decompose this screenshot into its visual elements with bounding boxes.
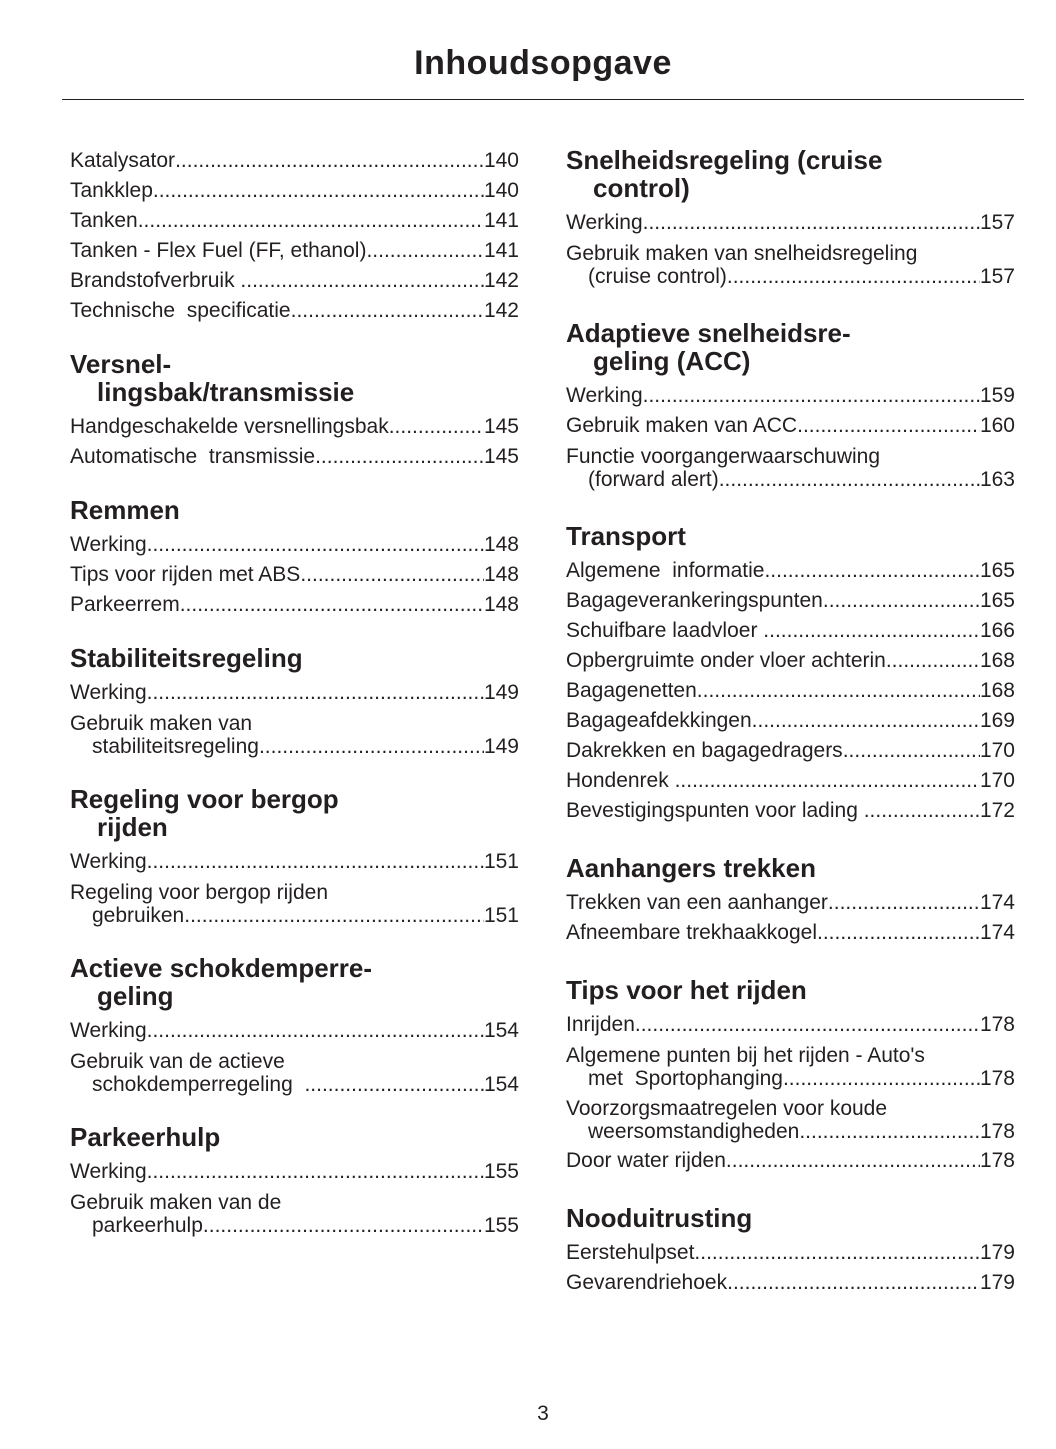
dot-leader xyxy=(727,1268,980,1298)
toc-entry-page: 179 xyxy=(979,1271,1015,1294)
toc-entry[interactable] xyxy=(566,208,1015,238)
toc-entry-label: Afneembare trekhaakkogel xyxy=(566,921,817,944)
toc-entry-page: 151 xyxy=(483,850,519,873)
dot-leader xyxy=(635,1010,980,1040)
toc-entry[interactable] xyxy=(566,1093,1015,1146)
toc-entry-label: Algemene informatie xyxy=(566,559,765,582)
toc-entry-page: 166 xyxy=(979,619,1015,642)
dot-leader xyxy=(797,411,980,441)
dot-leader xyxy=(175,146,484,176)
toc-entry[interactable] xyxy=(566,381,1015,411)
toc-entry-label: Werking xyxy=(70,1019,147,1042)
toc-entry[interactable] xyxy=(566,1040,1015,1093)
toc-entry-label: Gevarendriehoek xyxy=(566,1271,728,1294)
toc-entry-label: Tanken xyxy=(70,209,138,232)
toc-entry-page: 151 xyxy=(483,904,519,927)
toc-entry-page: 145 xyxy=(483,415,519,438)
toc-entry-page: 168 xyxy=(979,649,1015,672)
toc-entry-page: 170 xyxy=(979,739,1015,762)
section-heading: Parkeerhulp xyxy=(70,1122,221,1152)
toc-entry-label: (forward alert) xyxy=(588,468,719,491)
section-heading-line: geling xyxy=(97,981,174,1011)
section-heading-line: Regeling voor bergop xyxy=(70,784,339,814)
dot-leader xyxy=(886,646,980,676)
toc-entry-label-line1: Gebruik van de actieve xyxy=(70,1050,285,1073)
toc-entry-page: 149 xyxy=(483,681,519,704)
toc-section xyxy=(70,644,519,761)
dot-leader xyxy=(147,678,484,708)
dot-leader xyxy=(315,442,484,472)
toc-entry-label: Inrijden xyxy=(566,1013,635,1036)
toc-entry-page: 148 xyxy=(483,593,519,616)
toc-entry[interactable] xyxy=(70,708,519,761)
dot-leader xyxy=(719,468,980,491)
toc-entry[interactable] xyxy=(566,706,1015,736)
toc-entry[interactable] xyxy=(70,206,519,236)
toc-entry-label: stabiliteitsregeling xyxy=(92,735,259,758)
toc-entry-page: 170 xyxy=(979,769,1015,792)
toc-entry-label: Bagageafdekkingen xyxy=(566,709,752,732)
toc-entry[interactable] xyxy=(70,412,519,442)
toc-entry-page: 157 xyxy=(979,265,1015,288)
toc-entry-label: weersomstandigheden xyxy=(588,1120,800,1143)
section-heading-line: Actieve schokdemperre- xyxy=(70,953,373,983)
section-heading xyxy=(70,350,519,406)
dot-leader xyxy=(783,1067,980,1090)
toc-entry-label: Eerstehulpset xyxy=(566,1241,695,1264)
toc-entry[interactable] xyxy=(566,616,1015,646)
section-heading-line: control) xyxy=(593,173,690,203)
toc-entry-page: 178 xyxy=(979,1120,1015,1143)
toc-entry-label: Werking xyxy=(70,681,147,704)
section-heading xyxy=(566,319,1015,375)
section-heading-line: lingsbak/transmissie xyxy=(97,377,355,407)
toc-entry-page: 154 xyxy=(483,1073,519,1096)
toc-entry-page: 178 xyxy=(979,1149,1015,1172)
toc-entry-page: 141 xyxy=(483,239,519,262)
dot-leader xyxy=(138,206,484,236)
toc-entry-label: Bagageverankeringspunten xyxy=(566,589,823,612)
toc-entry[interactable] xyxy=(70,590,519,620)
toc-entry[interactable] xyxy=(566,796,1015,826)
dot-leader xyxy=(694,1238,980,1268)
toc-entry-label: Trekken van een aanhanger xyxy=(566,891,828,914)
dot-leader xyxy=(764,556,980,586)
dot-leader xyxy=(291,296,484,326)
toc-entry-page: 149 xyxy=(483,735,519,758)
dot-leader xyxy=(763,616,980,646)
toc-entry[interactable] xyxy=(566,736,1015,766)
section-heading: Stabiliteitsregeling xyxy=(70,643,303,673)
toc-entry-label: Automatische transmissie xyxy=(70,445,316,468)
toc-entry-label: Parkeerrem xyxy=(70,593,180,616)
toc-section xyxy=(566,522,1015,826)
toc-section xyxy=(566,854,1015,948)
section-heading: Tips voor het rijden xyxy=(566,975,807,1005)
section-heading-line: Versnel- xyxy=(70,349,172,379)
toc-entry[interactable] xyxy=(566,586,1015,616)
toc-entry[interactable] xyxy=(566,411,1015,441)
toc-entry-page: 172 xyxy=(979,799,1015,822)
toc-section xyxy=(566,146,1015,291)
toc-section xyxy=(70,785,519,930)
toc-entry[interactable] xyxy=(70,847,519,877)
toc-entry-label: Tankklep xyxy=(70,179,153,202)
dot-leader xyxy=(752,706,980,736)
toc-entry-page: 148 xyxy=(483,533,519,556)
toc-entry-page: 165 xyxy=(979,559,1015,582)
toc-entry-page: 169 xyxy=(979,709,1015,732)
section-heading: Transport xyxy=(566,521,686,551)
section-heading: Aanhangers trekken xyxy=(566,853,816,883)
dot-leader xyxy=(643,208,980,238)
dot-leader xyxy=(203,1214,484,1237)
dot-leader xyxy=(864,796,980,826)
dot-leader xyxy=(799,1120,980,1143)
dot-leader xyxy=(843,736,980,766)
toc-entry[interactable] xyxy=(566,918,1015,948)
dot-leader xyxy=(643,381,980,411)
toc-entry-page: 148 xyxy=(483,563,519,586)
dot-leader xyxy=(389,412,484,442)
toc-entry-page: 141 xyxy=(483,209,519,232)
dot-leader xyxy=(147,530,484,560)
toc-entry-label: Door water rijden xyxy=(566,1149,726,1172)
toc-entry-page: 174 xyxy=(979,891,1015,914)
section-heading-line: Adaptieve snelheidsre- xyxy=(566,318,851,348)
toc-entry[interactable] xyxy=(566,556,1015,586)
dot-leader xyxy=(726,1146,980,1176)
toc-entry-label: Katalysator xyxy=(70,149,176,172)
toc-entry-label: schokdemperregeling xyxy=(92,1073,305,1096)
dot-leader xyxy=(180,590,484,620)
toc-entry-label: Tanken - Flex Fuel (FF, ethanol) xyxy=(70,239,367,262)
section-heading xyxy=(70,785,519,841)
dot-leader xyxy=(697,676,980,706)
toc-entry[interactable] xyxy=(70,296,519,326)
toc-entry[interactable] xyxy=(70,1157,519,1187)
toc-entry-label-line1: Gebruik maken van de xyxy=(70,1191,282,1214)
toc-entry-label: Tips voor rijden met ABS xyxy=(70,563,301,586)
toc-entry-label: Werking xyxy=(70,533,147,556)
toc-section xyxy=(566,1204,1015,1298)
toc-entry-page: 178 xyxy=(979,1013,1015,1036)
toc-section xyxy=(566,319,1015,494)
toc-entry-page: 179 xyxy=(979,1241,1015,1264)
toc-entry-label: Gebruik maken van ACC xyxy=(566,414,798,437)
toc-section xyxy=(70,954,519,1099)
section-heading-line: geling (ACC) xyxy=(593,346,751,376)
toc-entry-label-line1: Gebruik maken van xyxy=(70,712,253,735)
toc-entry-label: Dakrekken en bagagedragers xyxy=(566,739,843,762)
toc-entry[interactable] xyxy=(566,888,1015,918)
toc-column-right xyxy=(566,146,1015,1326)
toc-entry[interactable] xyxy=(566,1146,1015,1176)
toc-entry-label: Werking xyxy=(70,1160,147,1183)
toc-entry-label: Brandstofverbruik xyxy=(70,269,241,292)
toc-entry[interactable] xyxy=(566,766,1015,796)
dot-leader xyxy=(304,1073,484,1096)
dot-leader xyxy=(184,904,484,927)
toc-entry-page: 140 xyxy=(483,179,519,202)
toc-entry-label: parkeerhulp xyxy=(92,1214,203,1237)
toc-entry-label-line1: Gebruik maken van snelheidsregeling xyxy=(566,242,918,265)
toc-entry-label-line1: Regeling voor bergop rijden xyxy=(70,881,328,904)
toc-entry-page: 140 xyxy=(483,149,519,172)
toc-entry[interactable] xyxy=(70,678,519,708)
toc-entry-label: Werking xyxy=(566,211,643,234)
toc-entry[interactable] xyxy=(70,1016,519,1046)
toc-entry-label: Bevestigingspunten voor lading xyxy=(566,799,864,822)
toc-entry-page: 165 xyxy=(979,589,1015,612)
toc-entry[interactable] xyxy=(70,1187,519,1240)
toc-entry-label: met Sportophanging xyxy=(588,1067,783,1090)
toc-entry[interactable] xyxy=(70,877,519,930)
toc-section xyxy=(70,146,519,326)
toc-entry-label: Technische specificatie xyxy=(70,299,291,322)
toc-entry[interactable] xyxy=(566,441,1015,494)
page-number: 3 xyxy=(537,1402,549,1425)
toc-entry-page: 154 xyxy=(483,1019,519,1042)
toc-entry-page: 159 xyxy=(979,384,1015,407)
toc-entry-page: 142 xyxy=(483,299,519,322)
dot-leader xyxy=(147,847,484,877)
toc-entry[interactable] xyxy=(566,238,1015,291)
toc-entry[interactable] xyxy=(566,1010,1015,1040)
dot-leader xyxy=(366,236,484,266)
toc-entry-page: 160 xyxy=(979,414,1015,437)
toc-column-left xyxy=(70,146,519,1264)
toc-section xyxy=(70,1123,519,1240)
toc-entry[interactable] xyxy=(70,176,519,206)
toc-entry[interactable] xyxy=(70,146,519,176)
toc-entry-page: 145 xyxy=(483,445,519,468)
section-heading xyxy=(566,146,1015,202)
toc-entry-label: Opbergruimte onder vloer achterin xyxy=(566,649,886,672)
toc-section xyxy=(70,350,519,472)
toc-entry-label: gebruiken xyxy=(92,904,185,927)
toc-entry-label: Hondenrek xyxy=(566,769,675,792)
toc-entry-label: Werking xyxy=(566,384,643,407)
toc-entry[interactable] xyxy=(70,530,519,560)
dot-leader xyxy=(828,888,980,918)
section-heading: Remmen xyxy=(70,495,180,525)
toc-entry-page: 155 xyxy=(483,1214,519,1237)
dot-leader xyxy=(817,918,980,948)
toc-entry-label: Schuifbare laadvloer xyxy=(566,619,764,642)
dot-leader xyxy=(823,586,980,616)
toc-entry[interactable] xyxy=(566,646,1015,676)
title-divider xyxy=(62,99,1024,100)
section-heading xyxy=(70,954,519,1010)
toc-entry-label: Bagagenetten xyxy=(566,679,697,702)
toc-entry-page: 142 xyxy=(483,269,519,292)
dot-leader xyxy=(259,735,484,758)
page-title: Inhoudsopgave xyxy=(414,44,672,82)
toc-entry[interactable] xyxy=(566,1238,1015,1268)
section-heading-line: Snelheidsregeling (cruise xyxy=(566,145,883,175)
toc-entry[interactable] xyxy=(566,676,1015,706)
toc-entry-label: (cruise control) xyxy=(588,265,727,288)
toc-entry-page: 163 xyxy=(979,468,1015,491)
dot-leader xyxy=(727,265,980,288)
toc-entry[interactable] xyxy=(566,1268,1015,1298)
dot-leader xyxy=(147,1016,484,1046)
section-heading: Nooduitrusting xyxy=(566,1203,753,1233)
toc-entry-page: 155 xyxy=(483,1160,519,1183)
section-heading-line: rijden xyxy=(97,812,168,842)
toc-entry[interactable] xyxy=(70,266,519,296)
toc-entry-label-line1: Algemene punten bij het rijden - Auto's xyxy=(566,1044,925,1067)
toc-entry-label: Werking xyxy=(70,850,147,873)
toc-entry-page: 168 xyxy=(979,679,1015,702)
dot-leader xyxy=(300,560,484,590)
dot-leader xyxy=(675,766,980,796)
toc-entry[interactable] xyxy=(70,560,519,590)
toc-entry-label-line1: Voorzorgsmaatregelen voor koude xyxy=(566,1097,888,1120)
toc-entry-page: 157 xyxy=(979,211,1015,234)
dot-leader xyxy=(147,1157,484,1187)
toc-entry[interactable] xyxy=(70,1046,519,1099)
toc-entry[interactable] xyxy=(70,236,519,266)
dot-leader xyxy=(153,176,484,206)
toc-entry-label: Handgeschakelde versnellingsbak xyxy=(70,415,389,438)
toc-entry[interactable] xyxy=(70,442,519,472)
toc-section xyxy=(70,496,519,620)
toc-entry-label-line1: Functie voorgangerwaarschuwing xyxy=(566,445,881,468)
toc-entry-page: 178 xyxy=(979,1067,1015,1090)
toc-section xyxy=(566,976,1015,1176)
toc-entry-page: 174 xyxy=(979,921,1015,944)
dot-leader xyxy=(240,266,484,296)
